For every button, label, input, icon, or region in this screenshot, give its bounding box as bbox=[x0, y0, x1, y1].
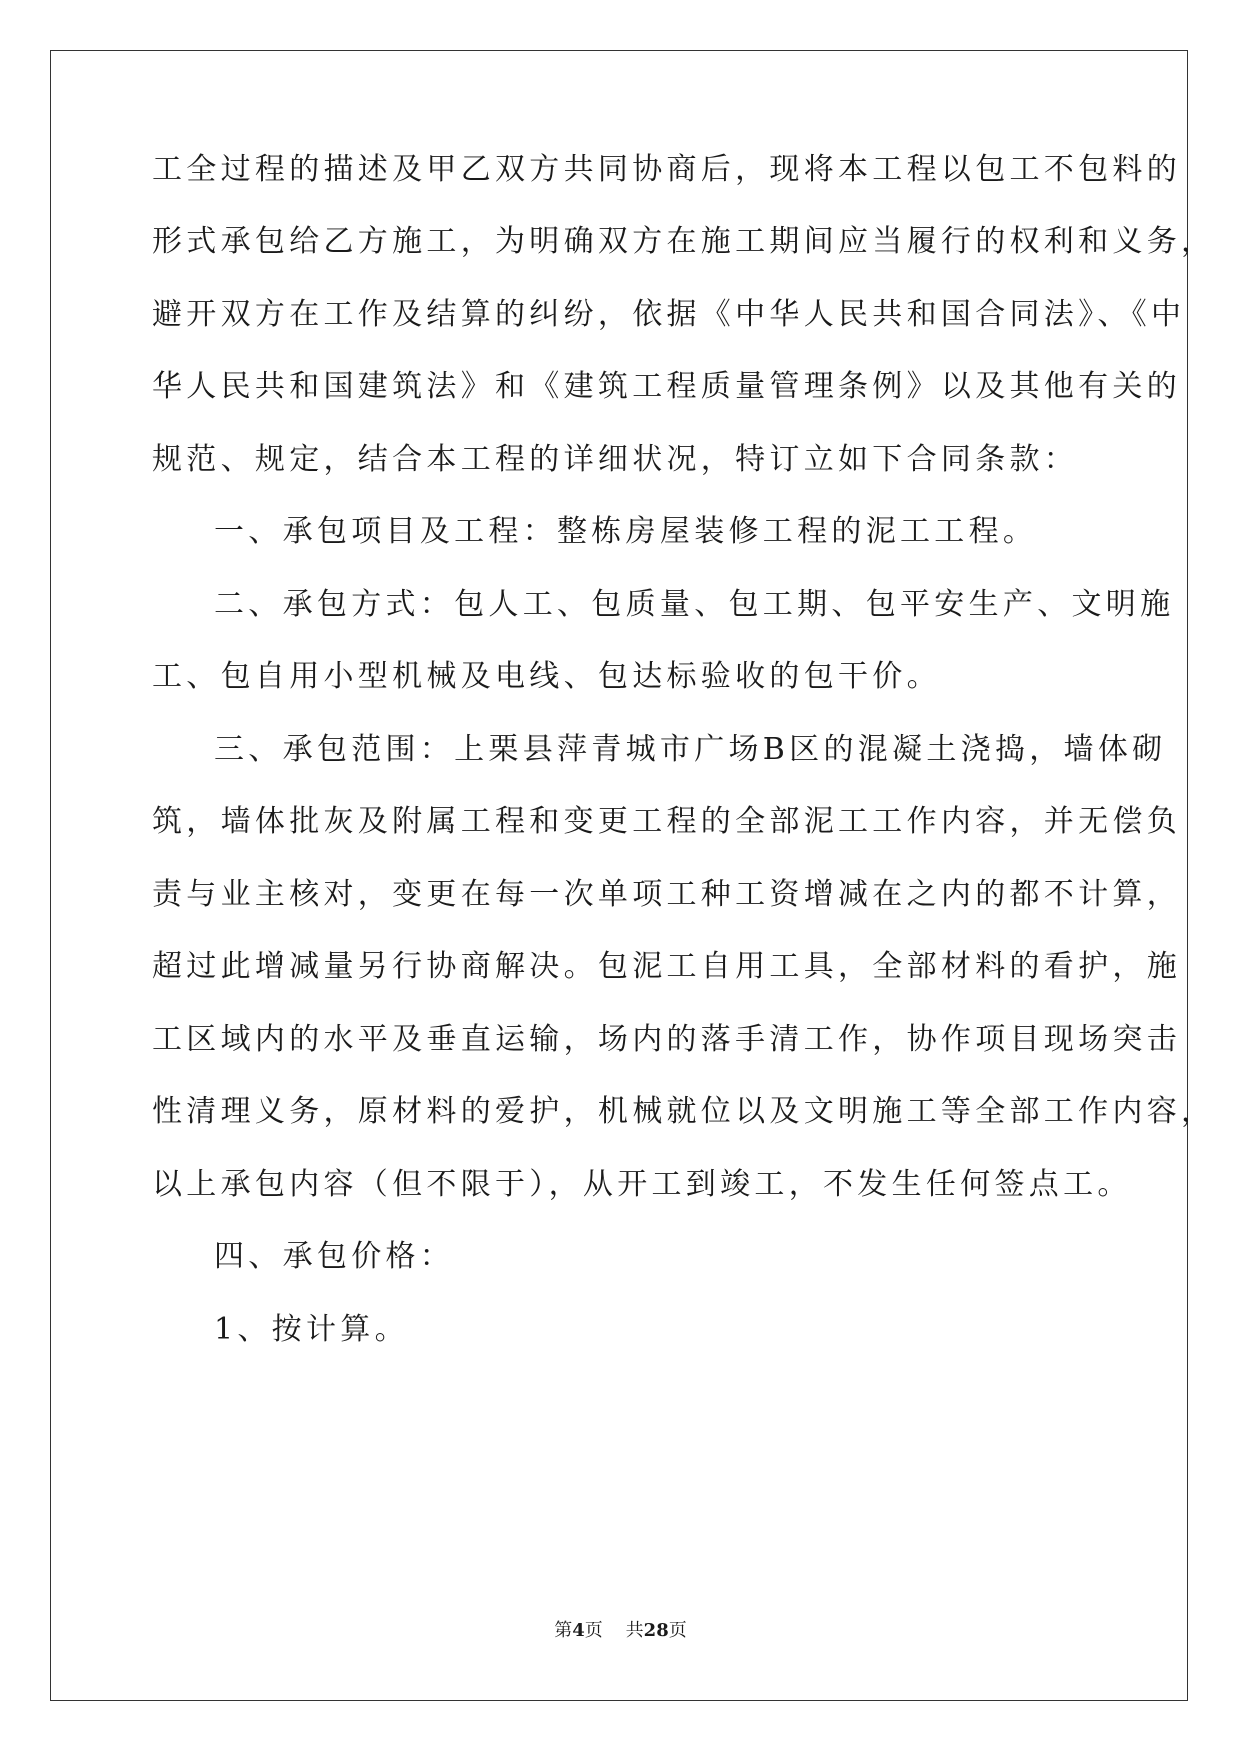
footer-total-suffix: 页 bbox=[668, 1620, 687, 1641]
text-line: 避开双方在工作及结算的纠纷，依据《中华人民共和国合同法》、《中 bbox=[152, 297, 1186, 332]
text-line: 以上承包内容（但不限于），从开工到竣工，不发生任何签点工。 bbox=[152, 1167, 1132, 1202]
section-heading: 一、承包项目及工程：整栋房屋装修工程的泥工工程。 bbox=[214, 514, 1038, 549]
text-line: 工区域内的水平及垂直运输，场内的落手清工作，协作项目现场突击 bbox=[152, 1022, 1181, 1057]
footer-page-suffix: 页 bbox=[584, 1620, 603, 1641]
section-heading: 三、承包范围：上栗县萍青城市广场B区的混凝土浇捣，墙体砌 bbox=[214, 732, 1167, 767]
text-line: 形式承包给乙方施工，为明确双方在施工期间应当履行的权利和义务， bbox=[152, 224, 1216, 259]
text-line: 工全过程的描述及甲乙双方共同协商后，现将本工程以包工不包料的 bbox=[152, 152, 1181, 187]
text-line: 责与业主核对，变更在每一次单项工种工资增减在之内的都不计算， bbox=[152, 877, 1181, 912]
page-number: 4 bbox=[572, 1620, 585, 1641]
text-line: 超过此增减量另行协商解决。包泥工自用工具，全部材料的看护，施 bbox=[152, 949, 1181, 984]
text-line: 筑，墙体批灰及附属工程和变更工程的全部泥工工作内容，并无偿负 bbox=[152, 804, 1181, 839]
section-heading: 四、承包价格： bbox=[214, 1239, 455, 1274]
footer-total-prefix: 共 bbox=[625, 1620, 644, 1641]
text-line: 性清理义务，原材料的爱护，机械就位以及文明施工等全部工作内容， bbox=[152, 1094, 1216, 1129]
section-heading: 二、承包方式：包人工、包质量、包工期、包平安生产、文明施 bbox=[214, 587, 1175, 622]
text-line: 工、包自用小型机械及电线、包达标验收的包干价。 bbox=[152, 659, 941, 694]
text-line: 规范、规定，结合本工程的详细状况，特订立如下合同条款： bbox=[152, 442, 1079, 477]
footer-prefix: 第 bbox=[554, 1620, 573, 1641]
text-line: 华人民共和国建筑法》和《建筑工程质量管理条例》以及其他有关的 bbox=[152, 369, 1181, 404]
total-pages: 28 bbox=[643, 1620, 669, 1641]
list-item: 1、按计算。 bbox=[214, 1312, 409, 1347]
page-footer bbox=[0, 1619, 1241, 1643]
